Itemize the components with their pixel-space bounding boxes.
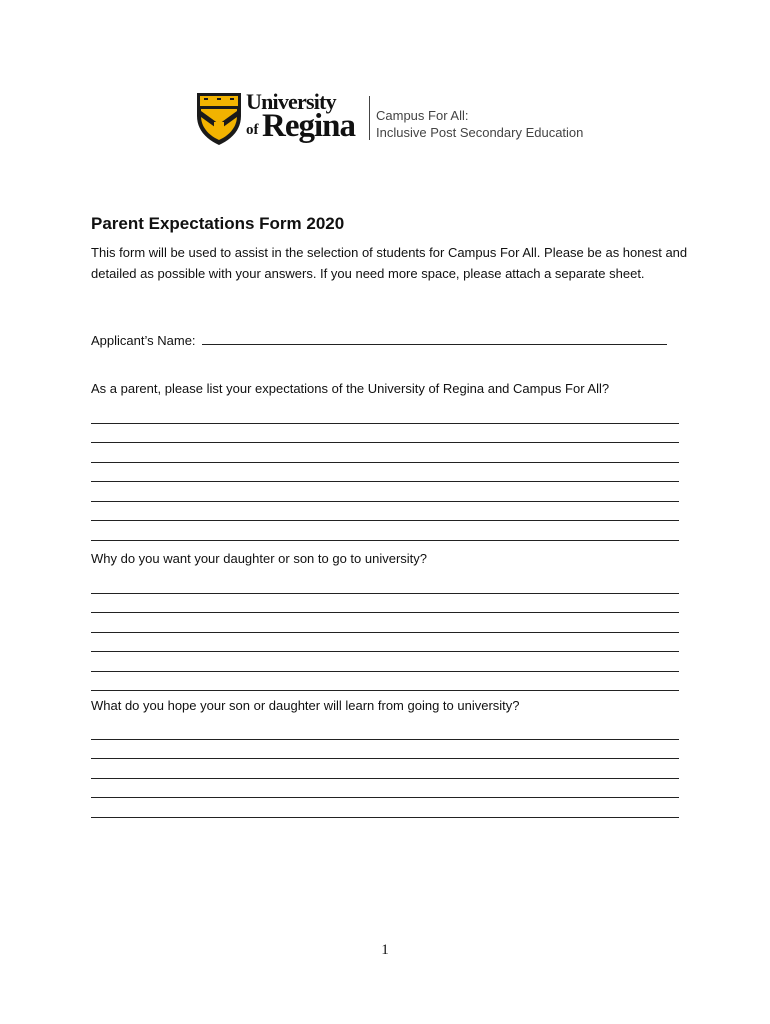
answer-line[interactable] [91,720,679,740]
tagline-line-1: Campus For All: [376,108,469,123]
header-divider [369,96,370,140]
question-3-text: What do you hope your son or daughter will learn from going to university? [91,698,520,713]
university-shield-icon [196,92,242,146]
answer-line[interactable] [91,779,679,799]
tagline-line-2: Inclusive Post Secondary Education [376,125,584,140]
answer-line[interactable] [91,404,679,424]
applicant-name-label: Applicant’s Name: [91,333,196,348]
logo-of-text: of [246,122,259,138]
question-3-answer-lines[interactable] [91,720,679,818]
logo-university-text: University [246,89,336,114]
answer-line[interactable] [91,502,679,522]
form-intro: This form will be used to assist in the selection of students for Campus For All. Please be as honest and detailed as possible with your answers. If you need more space, please attach a separate sheet. [91,245,688,281]
answer-line[interactable] [91,633,679,653]
answer-line[interactable] [91,443,679,463]
applicant-name-row [91,332,667,348]
answer-line[interactable] [91,652,679,672]
question-2-text: Why do you want your daughter or son to go to university? [91,551,428,566]
answer-line[interactable] [91,424,679,444]
answer-line[interactable] [91,463,679,483]
question-1-answer-lines[interactable] [91,404,679,541]
answer-line[interactable] [91,574,679,594]
answer-line[interactable] [91,521,679,541]
answer-line[interactable] [91,759,679,779]
answer-line[interactable] [91,482,679,502]
answer-line[interactable] [91,740,679,760]
answer-line[interactable] [91,672,679,692]
form-title: Parent Expectations Form 2020 [91,214,345,233]
page-number: 1 [381,942,389,958]
answer-line[interactable] [91,594,679,614]
answer-line[interactable] [91,798,679,818]
question-2-answer-lines[interactable] [91,574,679,691]
applicant-name-field[interactable] [202,332,667,345]
logo-regina-text: Regina [262,108,355,144]
answer-line[interactable] [91,613,679,633]
question-1-text: As a parent, please list your expectations of the University of Regina and Campus For All? [91,381,610,396]
